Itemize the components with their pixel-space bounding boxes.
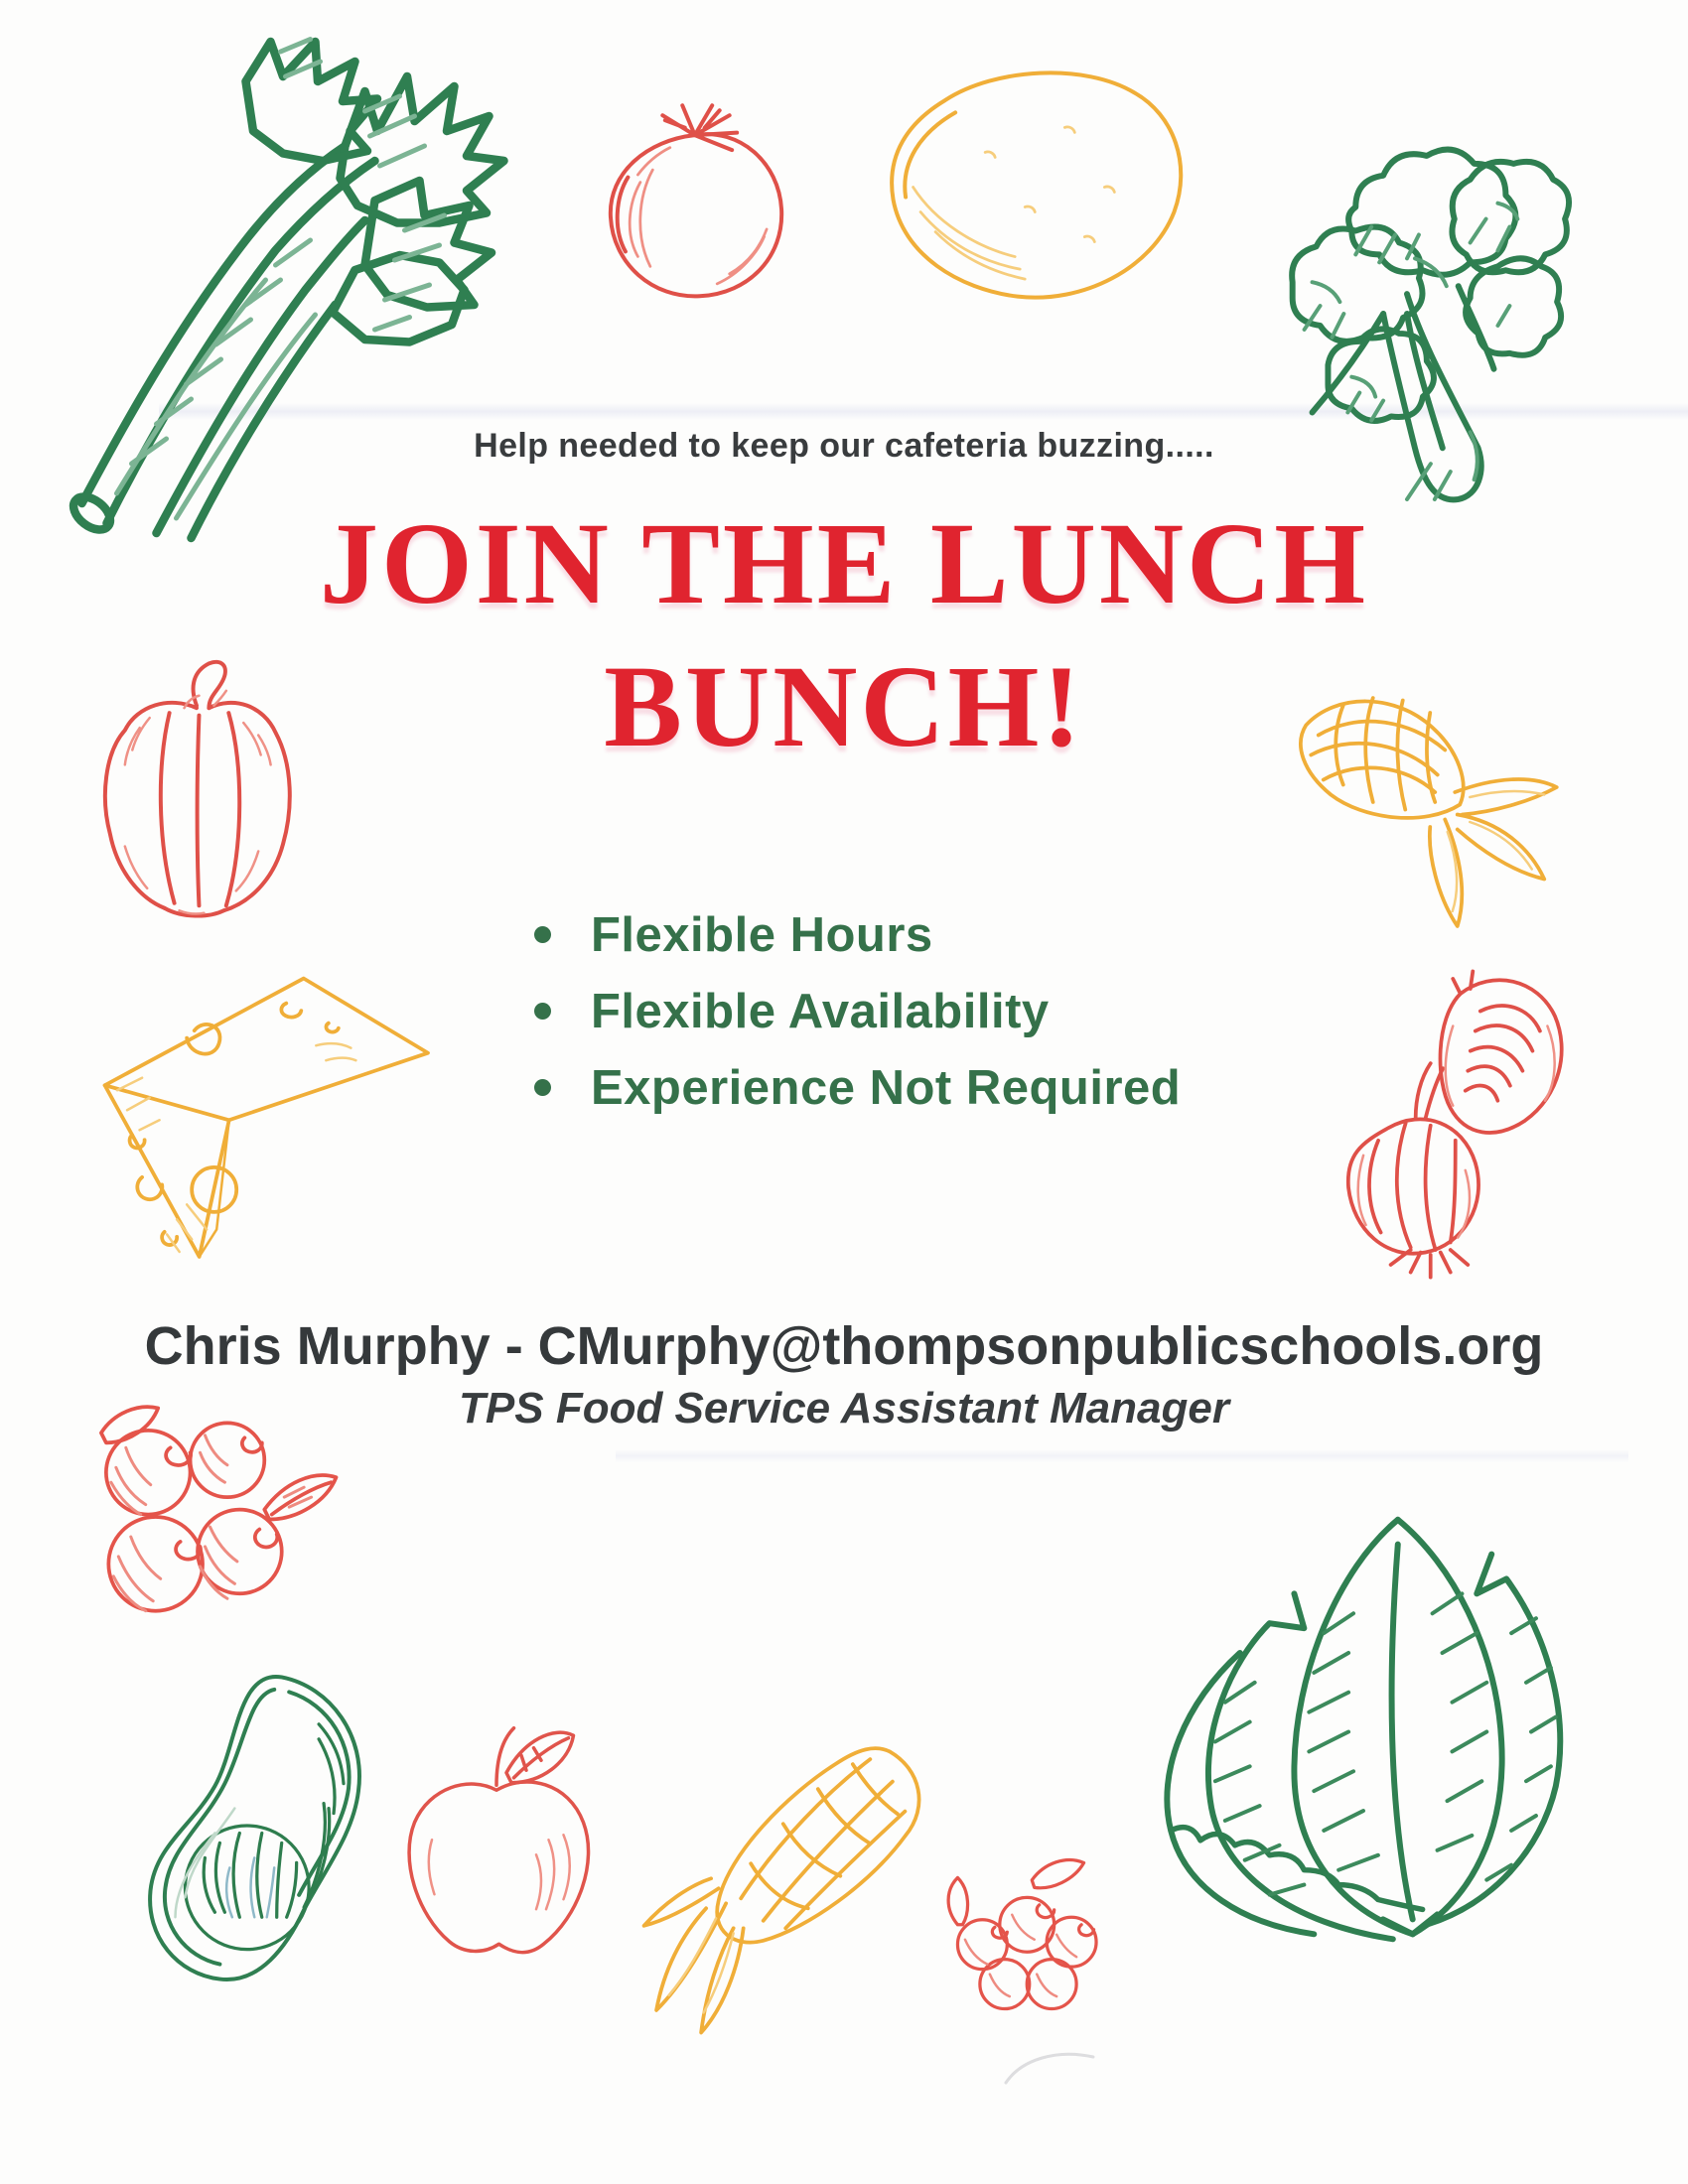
page-title	[0, 492, 1688, 778]
benefit-label: Flexible Availability	[591, 984, 1050, 1038]
corn-cob-illustration-2	[633, 1700, 965, 2045]
potato-illustration	[866, 58, 1201, 322]
scan-smudge	[998, 2043, 1107, 2095]
contact-role: TPS Food Service Assistant Manager	[459, 1384, 1229, 1433]
benefits-list	[534, 896, 1181, 1126]
tomato-illustration	[581, 97, 811, 312]
onions-illustration	[1329, 951, 1575, 1283]
list-item	[534, 973, 1181, 1049]
bullet-dot-icon	[534, 926, 551, 943]
bullet-dot-icon	[534, 1003, 551, 1020]
berries-illustration-2	[927, 1850, 1124, 2021]
list-item	[534, 1049, 1181, 1126]
list-item	[534, 896, 1181, 973]
leafy-greens-illustration	[55, 22, 511, 548]
cheese-wedge-illustration	[77, 941, 443, 1277]
scan-artifact-band	[616, 1449, 1628, 1462]
avocado-illustration	[125, 1660, 401, 2001]
apple-illustration	[387, 1715, 606, 1981]
benefit-label: Experience Not Required	[591, 1060, 1182, 1115]
contact-line: Chris Murphy - CMurphy@thompsonpublicschools.org	[144, 1316, 1544, 1376]
page-title-line2: BUNCH!	[604, 640, 1084, 771]
bullet-dot-icon	[534, 1079, 551, 1096]
page-title-line1: JOIN THE LUNCH	[319, 498, 1369, 628]
benefit-label: Flexible Hours	[591, 907, 933, 962]
broccoli-illustration	[1233, 107, 1581, 532]
tagline: Help needed to keep our cafeteria buzzing.....	[474, 427, 1214, 465]
berries-illustration	[71, 1398, 344, 1666]
romaine-lettuce-illustration	[1116, 1485, 1611, 1983]
